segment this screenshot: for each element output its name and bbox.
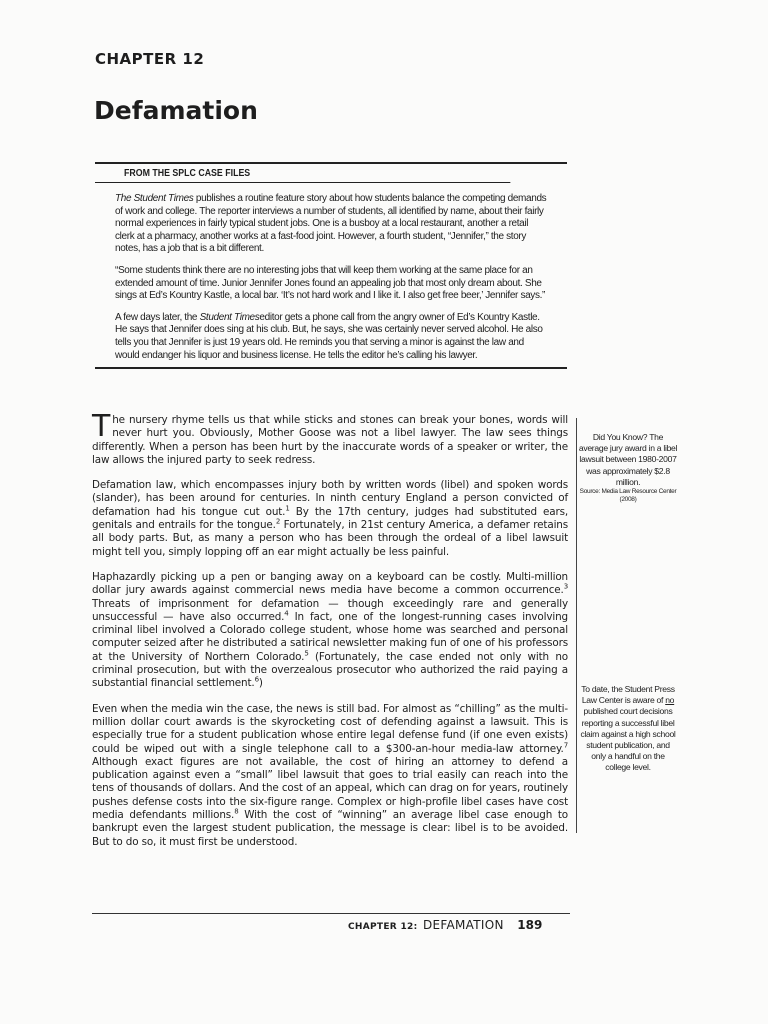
chapter-title: Defamation xyxy=(94,96,258,125)
page-number: 189 xyxy=(517,918,543,932)
main-text xyxy=(92,409,569,861)
main-paragraph-2: Defamation law, which encompasses injury both by written words (libel) and spoken words (slander), has been around for centuries. In ninth century England a person convicted of defamation had his tongue cut out.$^1$ By the 17th century, judges had substituted ears, genitals and entrails for the tongue.$^2$ Fortunately, in 21st century America, a defamer retains all body parts. But, as many a person who has been through the ordeal of a libel lawsuit might tell you, simply lopping off an ear might actually be less painful. xyxy=(92,479,569,558)
case-files-body xyxy=(95,183,567,362)
case-paragraph-3: A few days later, the Student Timeseditor gets a phone call from the angry owner of Ed’s Kountry Kastle. He says that Jennifer does sing at his club. But, he says, she was certainly never served alcohol. He also tells you that Jennifer is just 19 years old. He reminds you that serving a minor is against the law and would endanger his liquor and business license. He tells the editor he’s calling his lawyer. xyxy=(115,311,543,361)
footer-chapter-name: DEFAMATION xyxy=(422,918,504,932)
main-paragraph-4: Even when the media win the case, the news is still bad. For almost as “chilling” as the multi-million dollar court awards is the skyrocketing cost of defending against a lawsuit. This is especially true for a student publication whose entire legal defense fund (if one even exists) could be wiped out with a single telephone call to a $300-an-hour media-law attorney.$^7$ Although exact figures are not available, the cost of hiring an attorney to defend a publication against even a “small” libel lawsuit that goes to trial easily can reach into the tens of thousands of dollars. And the cost of an appeal, which can drag on for years, routinely pushes defense costs into the six-figure range. Complex or high-profile libel cases have cost media defendants millions.$^8$ With the cost of “winning” an average libel case enough to bankrupt even the largest student publication, the message is clear: libel is to be avoided. But to do so, it must first be understood. xyxy=(92,702,569,848)
case-files-bottom-rule xyxy=(95,367,567,369)
sidebar-did-you-know: Did You Know? The average jury award in a libel lawsuit between 1980-2007 was approximately $2.8 million. Source: Media Law Resource Center (2008) xyxy=(578,432,678,504)
case-paragraph-2: “Some students think there are no interesting jobs that will keep them working at the same place for an extended amount of time. Junior Jennifer Jones found an appealing job that most only dream about. She sings at Ed’s Kountry Kastle, a local bar. ‘It’s not hard work and I like it. I also get free beer,’ Jennifer says.” xyxy=(115,264,546,302)
case-files-header: FROM THE SPLC CASE FILES xyxy=(95,168,510,183)
main-paragraph-3: Haphazardly picking up a pen or banging away on a keyboard can be costly. Multi-million dollar jury awards against commercial news media have become a common occurrence.$^3$ Threats of imprisonment for defamation — though exceedingly rare and generally unsuccessful — have also occurred.$^4$ In fact, one of the longest-running cases involving criminal libel involved a Colorado college student, whose home was searched and personal computer seized after he distributed a satirical newsletter making fun of one of his professors at the University of Northern Colorado.$^5$ (Fortunately, the case ended not only with no criminal prosecution, but with the overzealous prosecutor who authorized the raid paying a substantial financial settlement.$^6$) xyxy=(92,570,568,690)
main-paragraph-1: The nursery rhyme tells us that while sticks and stones can break your bones, words will never hurt you. Obviously, Mother Goose was not a libel lawyer. The law sees things differently. When a person has been hurt by the inaccurate words of a speaker or writer, the law allows the injured party to seek redress. xyxy=(92,409,568,466)
sidebar-splc-note: To date, the Student Press Law Center is aware of no published court decisions reporting a successful libel claim against a high school student publication, and only a handful on the college level. xyxy=(580,684,676,773)
case-files-box xyxy=(95,162,567,369)
sidebar-source: Source: Media Law Resource Center (2008) xyxy=(579,488,677,504)
case-paragraph-1: The Student Times publishes a routine feature story about how students balance the competing demands of work and college. The reporter interviews a number of students, all identified by name, about their fairly normal experiences in fairly typical student jobs. One is a busboy at a local restaurant, another a retail clerk at a pharmacy, another works at a fast-food joint. However, a fourth student, “Jennifer,” the story notes, has a job that is a bit different. xyxy=(115,193,547,255)
footer-chapter: CHAPTER 12: xyxy=(348,922,418,932)
chapter-label: CHAPTER 12 xyxy=(95,50,205,68)
sidebar-divider xyxy=(576,418,577,833)
drop-cap: T xyxy=(92,409,111,444)
footer-rule xyxy=(92,913,570,914)
page-footer xyxy=(348,918,542,932)
